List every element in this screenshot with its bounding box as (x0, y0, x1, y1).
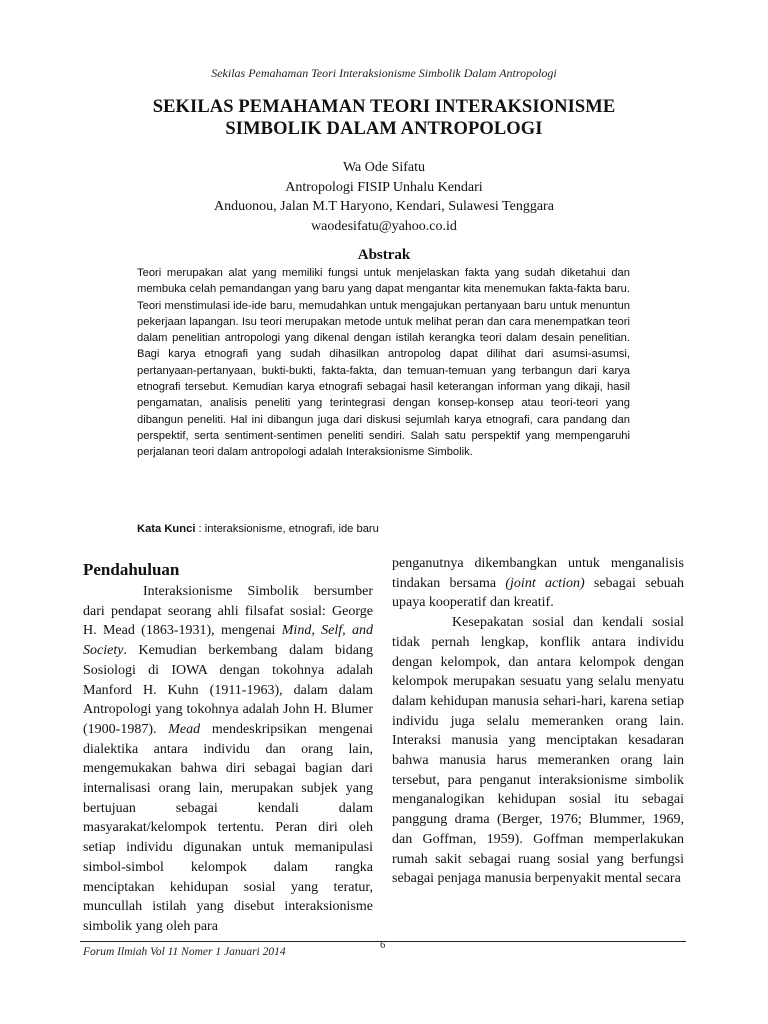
abstract-text: Teori merupakan alat yang memiliki fungsi untuk menjelaskan fakta yang sudah diketahui dan membuka celah pemandangan yang baru yang dapat mengantar kita menemukan fakta-fakta baru. Teori menstimulasi ide-ide baru, memudahkan untuk mengajukan pertanyaan baru untuk menuntun pekerjaan lapangan. Isu teori merupakan metode untuk melihat peran dan cara menempatkan teori dalam penelitian antropologi yang dikenal dengan istilah kerangka teori dalam desain penelitian. Bagi karya etnografi yang sudah dihasilkan antropolog dapat dilihat dari asumsi-asumsi, pertanyaan-pertanyaan, bukti-bukti, fakta-fakta, dan temuan-temuan yang terbangun dari karya etnografi tersebut. Kemudian karya etnografi sebagai hasil keterangan informan yang dikaji, hasil pengamatan, analisis peneliti yang terintegrasi dengan konsep-konsep atau teori-teori yang dibangun peneliti. Hal ini dibangun juga dari diskusi sejumlah karya etnografi, cara pandang dan perspektif, serta sentiment-sentimen peneliti sendiri. Salah satu perspektif yang mempengaruhi perjalanan teori dalam antropologi adalah Interaksionisme Simbolik. (137, 267, 630, 459)
left-italic-mead: Mead (168, 721, 201, 737)
right-italic-joint-action: (joint action) (505, 575, 585, 591)
keywords-text: : interaksionisme, etnografi, ide baru (195, 523, 379, 535)
left-column (83, 558, 373, 937)
left-text-c: mendeskripsikan mengenai dialektika antara individu dan orang lain, mengemukakan bahwa diri sebagai bagian dari internalisasi orang lain, merupakan subjek yang bertujuan sebagai kendali dalam masyarakat/kelompok tertentu. Peran diri oleh setiap individu digunakan untuk memanipulasi simbol-simbol kelompok dalam rangka menciptakan kehidupan sosial yang teratur, muncullah istilah yang disebut interaksionisme simbolik yang oleh para (83, 721, 373, 934)
right-text-b: sebagai sebuah upaya kooperatif dan kreatif. (392, 575, 684, 611)
right-paragraph-1 (392, 554, 684, 613)
right-column (392, 554, 684, 889)
abstract-heading: Abstrak (357, 247, 411, 263)
author-block (60, 158, 708, 236)
left-text-a: Interaksionisme Simbolik bersumber dari pendapat seorang ahli filsafat sosial: George H. Mead (1863-1931), mengenai (83, 584, 373, 639)
title-line-1: SEKILAS PEMAHAMAN TEORI INTERAKSIONISME (152, 97, 616, 117)
section-heading: Pendahuluan (83, 560, 180, 579)
left-paragraph (83, 582, 373, 937)
right-text-a: penganutnya dikembangkan untuk menganalisis tindakan bersama (392, 556, 684, 591)
left-text-b: . Kemudian berkembang dalam bidang Sosiologi di IOWA dengan tokohnya adalah Manford H. Kuhn (1911-1963), dalam dalam Antropologi yang tokohnya adalah John H. Blumer (1900-1987). (83, 643, 373, 737)
paper-title (60, 96, 708, 140)
keywords (137, 523, 630, 535)
keywords-label: Kata Kunci (137, 523, 196, 535)
left-italic-title: Mind, Self, and Society (83, 623, 373, 659)
title-line-2: SIMBOLIK DALAM ANTROPOLOGI (225, 119, 543, 139)
author-name: Wa Ode Sifatu (342, 160, 426, 175)
right-paragraph-2: Kesepakatan sosial dan kendali sosial tidak pernah lengkap, konflik antara individu dengan kelompok, dan antara kelompok dengan kelompok merupakan sesuatu yang selalu menyatu dalam kehidupan manusia sehari-hari, karena setiap individu juga selalu memeranken orang lain. Interaksi manusia yang menciptakan kesadaran bahwa manusia harus memeranken orang lain tersebut, para penganut interaksionisme simbolik menganalogikan kehidupan sosial itu sebagai panggung drama (Berger, 1976; Blummer, 1969, dan Goffman, 1959). Goffman memperlakukan rumah sakit sebagai ruang sosial yang berfungsi sebagai penjaga manusia berpenyakit mental secara (392, 615, 684, 887)
footer-journal: Forum Ilmiah Vol 11 Nomer 1 Januari 2014 (83, 946, 286, 958)
author-address: Anduonou, Jalan M.T Haryono, Kendari, Sulawesi Tenggara (214, 199, 554, 214)
author-affiliation: Antropologi FISIP Unhalu Kendari (285, 179, 483, 195)
running-head: Sekilas Pemahaman Teori Interaksionisme Simbolik Dalam Antropologi (211, 66, 557, 80)
page-number: 6 (380, 940, 386, 951)
author-email: waodesifatu@yahoo.co.id (311, 218, 457, 234)
